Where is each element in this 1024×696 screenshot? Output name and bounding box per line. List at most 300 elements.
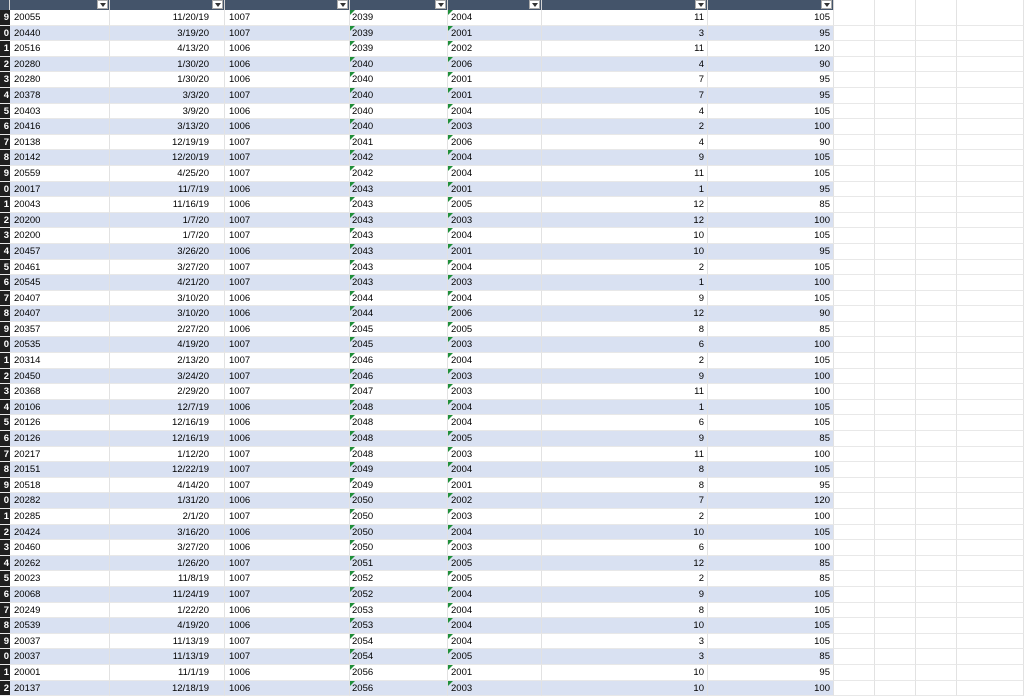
empty-cell[interactable] [875,337,916,353]
cell-sales-order-id[interactable]: 20106 [10,400,110,416]
cell-sales-employee-id[interactable]: 1006 [225,681,350,696]
empty-cell[interactable] [916,135,957,151]
cell-sales-order-date[interactable]: 1/22/20 [177,604,209,616]
empty-cell[interactable] [957,119,1024,135]
empty-cell[interactable] [916,337,957,353]
empty-cell[interactable] [875,26,916,42]
row-number[interactable]: 4 [0,88,10,104]
cell-sales-order-date[interactable]: 11/13/19 [172,651,209,663]
cell-quantity-sold[interactable]: 10 [542,228,708,244]
empty-cell[interactable] [834,197,875,213]
cell-sales-order-date[interactable]: 3/9/20 [182,105,209,117]
empty-cell[interactable] [834,634,875,650]
empty-cell[interactable] [834,166,875,182]
cell-quantity-sold[interactable]: 10 [542,244,708,260]
cell-sales-employee-id[interactable]: 1007 [225,26,350,42]
cell-sales-employee-id[interactable]: 1006 [225,119,350,135]
cell-customer-id[interactable]: 2043 [350,213,448,229]
cell-customer-id[interactable]: 2042 [350,150,448,166]
empty-cell[interactable] [834,447,875,463]
cell-sales-employee-id[interactable]: 1007 [225,135,350,151]
cell-sales-employee-id[interactable]: 1007 [225,337,350,353]
cell-sales-employee-id[interactable]: 1006 [225,57,350,73]
cell-sales-order-date[interactable]: 12/22/19 [172,464,209,476]
cell-sale-price[interactable]: 100 [708,369,834,385]
cell-sales-order-id[interactable]: 20043 [10,197,110,213]
cell-sales-order-date[interactable]: 3/10/20 [177,308,209,320]
cell-quantity-sold[interactable]: 2 [542,119,708,135]
empty-cell[interactable] [957,353,1024,369]
cell-customer-id[interactable]: 2041 [350,135,448,151]
empty-cell[interactable] [957,384,1024,400]
row-number[interactable]: 1 [0,509,10,525]
cell-product-code[interactable]: 2004 [448,260,542,276]
cell-product-code[interactable]: 2001 [448,26,542,42]
empty-cell[interactable] [875,166,916,182]
empty-cell[interactable] [875,665,916,681]
cell-customer-id[interactable]: 2048 [350,447,448,463]
empty-cell[interactable] [875,150,916,166]
cell-sale-price[interactable]: 90 [708,135,834,151]
cell-sale-price[interactable]: 100 [708,447,834,463]
cell-sales-order-date[interactable]: 2/13/20 [177,355,209,367]
cell-sales-employee-id[interactable]: 1007 [225,649,350,665]
cell-quantity-sold[interactable]: 2 [542,571,708,587]
cell-customer-id[interactable]: 2046 [350,353,448,369]
cell-sales-employee-id[interactable]: 1006 [225,525,350,541]
cell-customer-id[interactable]: 2048 [350,431,448,447]
cell-quantity-sold[interactable]: 11 [542,10,708,26]
empty-cell[interactable] [875,41,916,57]
cell-customer-id[interactable]: 2043 [350,244,448,260]
row-number[interactable]: 2 [0,369,10,385]
cell-sales-order-date[interactable]: 3/16/20 [177,526,209,538]
cell-sale-price[interactable]: 95 [708,88,834,104]
empty-cell[interactable] [875,649,916,665]
cell-sale-price[interactable]: 100 [708,275,834,291]
cell-sales-order-date[interactable]: 1/12/20 [177,448,209,460]
cell-customer-id[interactable]: 2050 [350,509,448,525]
cell-quantity-sold[interactable]: 12 [542,306,708,322]
cell-product-code[interactable]: 2003 [448,681,542,696]
cell-quantity-sold[interactable]: 9 [542,291,708,307]
empty-cell[interactable] [916,415,957,431]
empty-cell[interactable] [875,228,916,244]
column-header-sales-order-quantity-sold[interactable] [542,0,708,10]
cell-sales-order-id[interactable]: 20138 [10,135,110,151]
empty-cell[interactable] [957,275,1024,291]
cell-sale-price[interactable]: 100 [708,119,834,135]
empty-cell[interactable] [875,306,916,322]
cell-quantity-sold[interactable]: 10 [542,618,708,634]
cell-customer-id[interactable]: 2042 [350,166,448,182]
empty-cell[interactable] [916,353,957,369]
empty-cell[interactable] [957,618,1024,634]
cell-quantity-sold[interactable]: 6 [542,337,708,353]
empty-cell[interactable] [916,525,957,541]
empty-cell[interactable] [957,337,1024,353]
row-number[interactable]: 3 [0,540,10,556]
cell-customer-id[interactable]: 2044 [350,306,448,322]
empty-cell[interactable] [834,306,875,322]
cell-sales-order-date[interactable]: 3/10/20 [177,292,209,304]
row-number[interactable]: 9 [0,322,10,338]
cell-quantity-sold[interactable]: 7 [542,88,708,104]
empty-cell[interactable] [916,41,957,57]
empty-cell[interactable] [957,228,1024,244]
empty-cell[interactable] [957,26,1024,42]
empty-cell[interactable] [875,462,916,478]
cell-quantity-sold[interactable]: 9 [542,431,708,447]
empty-cell[interactable] [957,649,1024,665]
empty-cell[interactable] [834,57,875,73]
row-number[interactable]: 7 [0,447,10,463]
cell-sales-order-id[interactable]: 20126 [10,431,110,447]
empty-cell[interactable] [834,41,875,57]
cell-sales-order-date[interactable]: 3/26/20 [177,245,209,257]
cell-sale-price[interactable]: 95 [708,26,834,42]
cell-customer-id[interactable]: 2040 [350,104,448,120]
cell-sales-employee-id[interactable]: 1006 [225,291,350,307]
cell-sales-employee-id[interactable]: 1006 [225,493,350,509]
cell-quantity-sold[interactable]: 9 [542,587,708,603]
row-number[interactable]: 7 [0,603,10,619]
empty-cell[interactable] [957,587,1024,603]
cell-quantity-sold[interactable]: 9 [542,369,708,385]
cell-product-code[interactable]: 2003 [448,119,542,135]
cell-quantity-sold[interactable]: 12 [542,197,708,213]
row-number[interactable]: 9 [0,634,10,650]
cell-sales-employee-id[interactable]: 1007 [225,556,350,572]
cell-product-code[interactable]: 2004 [448,587,542,603]
empty-cell[interactable] [916,119,957,135]
cell-product-code[interactable]: 2005 [448,556,542,572]
empty-cell[interactable] [957,150,1024,166]
cell-sales-order-date[interactable]: 11/13/19 [172,635,209,647]
row-number[interactable]: 8 [0,618,10,634]
cell-sales-order-date[interactable]: 2/1/20 [182,511,209,522]
row-number[interactable]: 5 [0,415,10,431]
cell-quantity-sold[interactable]: 8 [542,478,708,494]
row-number[interactable]: 4 [0,556,10,572]
cell-sales-order-id[interactable]: 20450 [10,369,110,385]
cell-customer-id[interactable]: 2056 [350,681,448,696]
cell-sale-price[interactable]: 120 [708,493,834,509]
empty-cell[interactable] [957,104,1024,120]
cell-quantity-sold[interactable]: 8 [542,603,708,619]
cell-sale-price[interactable]: 85 [708,649,834,665]
empty-cell[interactable] [916,603,957,619]
empty-cell[interactable] [875,509,916,525]
cell-sales-order-date[interactable]: 1/26/20 [177,557,209,569]
cell-quantity-sold[interactable]: 10 [542,525,708,541]
empty-cell[interactable] [916,587,957,603]
filter-dropdown-icon[interactable] [821,0,832,9]
empty-cell[interactable] [834,26,875,42]
empty-cell[interactable] [916,540,957,556]
empty-cell[interactable] [834,10,875,26]
empty-cell[interactable] [875,57,916,73]
filter-dropdown-icon[interactable] [97,0,108,9]
empty-cell[interactable] [916,260,957,276]
column-header-sales-order-date[interactable] [110,0,225,10]
row-number[interactable]: 0 [0,26,10,42]
cell-customer-id[interactable]: 2048 [350,400,448,416]
cell-sales-order-date[interactable]: 12/7/19 [177,401,209,413]
cell-sale-price[interactable]: 90 [708,57,834,73]
cell-sale-price[interactable]: 105 [708,291,834,307]
empty-cell[interactable] [875,213,916,229]
empty-cell[interactable] [834,493,875,509]
cell-sales-employee-id[interactable]: 1006 [225,41,350,57]
column-header-product-sale-price[interactable] [708,0,834,10]
empty-cell[interactable] [834,540,875,556]
cell-sales-order-date[interactable]: 1/30/20 [177,58,209,70]
cell-product-code[interactable]: 2003 [448,540,542,556]
cell-product-code[interactable]: 2004 [448,415,542,431]
cell-product-code[interactable]: 2003 [448,509,542,525]
empty-cell[interactable] [875,135,916,151]
cell-sales-employee-id[interactable]: 1007 [225,166,350,182]
cell-sale-price[interactable]: 105 [708,353,834,369]
cell-sales-order-date[interactable]: 1/7/20 [182,214,209,226]
row-number[interactable]: 9 [0,10,10,26]
row-number[interactable]: 9 [0,166,10,182]
cell-sales-order-id[interactable]: 20518 [10,478,110,494]
cell-quantity-sold[interactable]: 4 [542,104,708,120]
empty-cell[interactable] [834,337,875,353]
cell-customer-id[interactable]: 2040 [350,72,448,88]
cell-customer-id[interactable]: 2054 [350,634,448,650]
empty-cell[interactable] [957,291,1024,307]
cell-sale-price[interactable]: 100 [708,337,834,353]
column-header-product-code[interactable] [448,0,542,10]
cell-sale-price[interactable]: 120 [708,41,834,57]
cell-sales-order-id[interactable]: 20068 [10,587,110,603]
empty-cell[interactable] [916,166,957,182]
cell-quantity-sold[interactable]: 11 [542,41,708,57]
empty-cell[interactable] [875,525,916,541]
cell-customer-id[interactable]: 2044 [350,291,448,307]
empty-cell[interactable] [916,306,957,322]
empty-cell[interactable] [957,415,1024,431]
empty-cell[interactable] [834,525,875,541]
empty-cell[interactable] [957,182,1024,198]
row-number[interactable]: 7 [0,291,10,307]
cell-sales-order-id[interactable]: 20142 [10,150,110,166]
cell-sales-employee-id[interactable]: 1007 [225,150,350,166]
cell-sales-employee-id[interactable]: 1007 [225,509,350,525]
cell-sales-employee-id[interactable]: 1007 [225,587,350,603]
row-number[interactable]: 9 [0,478,10,494]
cell-product-code[interactable]: 2006 [448,57,542,73]
row-number[interactable]: 1 [0,665,10,681]
empty-cell[interactable] [957,540,1024,556]
empty-cell[interactable] [875,618,916,634]
cell-customer-id[interactable]: 2053 [350,618,448,634]
cell-sales-order-id[interactable]: 20535 [10,337,110,353]
empty-cell[interactable] [957,135,1024,151]
cell-product-code[interactable]: 2001 [448,665,542,681]
cell-sales-order-date[interactable]: 1/7/20 [182,230,209,242]
cell-sales-order-date[interactable]: 1/30/20 [177,74,209,86]
empty-cell[interactable] [916,291,957,307]
empty-cell[interactable] [957,571,1024,587]
cell-quantity-sold[interactable]: 7 [542,72,708,88]
empty-cell[interactable] [875,603,916,619]
cell-sales-order-date[interactable]: 11/16/19 [172,199,209,211]
empty-cell[interactable] [834,88,875,104]
cell-sales-order-id[interactable]: 20460 [10,540,110,556]
cell-sale-price[interactable]: 85 [708,322,834,338]
cell-sales-order-id[interactable]: 20403 [10,104,110,120]
cell-sales-employee-id[interactable]: 1006 [225,72,350,88]
cell-sales-order-id[interactable]: 20249 [10,603,110,619]
empty-cell[interactable] [916,556,957,572]
empty-cell[interactable] [957,478,1024,494]
row-number[interactable]: 2 [0,681,10,696]
empty-cell[interactable] [834,571,875,587]
cell-product-code[interactable]: 2004 [448,462,542,478]
cell-sales-order-date[interactable]: 12/16/19 [172,433,209,445]
empty-cell[interactable] [916,228,957,244]
empty-cell[interactable] [916,275,957,291]
cell-customer-id[interactable]: 2045 [350,322,448,338]
cell-product-code[interactable]: 2003 [448,447,542,463]
cell-sales-order-id[interactable]: 20200 [10,228,110,244]
cell-sales-employee-id[interactable]: 1007 [225,88,350,104]
cell-sales-order-date[interactable]: 3/24/20 [177,370,209,382]
cell-sales-order-id[interactable]: 20424 [10,525,110,541]
cell-product-code[interactable]: 2003 [448,275,542,291]
cell-sales-employee-id[interactable]: 1006 [225,540,350,556]
filter-dropdown-icon[interactable] [529,0,540,9]
empty-cell[interactable] [875,369,916,385]
empty-cell[interactable] [957,57,1024,73]
cell-sale-price[interactable]: 95 [708,182,834,198]
cell-sales-employee-id[interactable]: 1007 [225,634,350,650]
cell-quantity-sold[interactable]: 8 [542,462,708,478]
empty-cell[interactable] [916,57,957,73]
empty-cell[interactable] [957,509,1024,525]
empty-cell[interactable] [875,556,916,572]
cell-quantity-sold[interactable]: 4 [542,57,708,73]
empty-cell[interactable] [916,197,957,213]
cell-customer-id[interactable]: 2053 [350,603,448,619]
column-header-i[interactable] [875,0,916,10]
empty-cell[interactable] [834,400,875,416]
cell-sales-order-date[interactable]: 2/27/20 [177,323,209,335]
column-header-j[interactable] [916,0,957,10]
empty-cell[interactable] [875,322,916,338]
empty-cell[interactable] [834,260,875,276]
cell-product-code[interactable]: 2003 [448,384,542,400]
row-number[interactable]: 2 [0,57,10,73]
cell-sales-employee-id[interactable]: 1006 [225,197,350,213]
cell-sales-order-date[interactable]: 3/27/20 [177,261,209,273]
cell-sales-order-date[interactable]: 3/27/20 [177,542,209,554]
empty-cell[interactable] [957,447,1024,463]
cell-quantity-sold[interactable]: 11 [542,447,708,463]
cell-quantity-sold[interactable]: 2 [542,509,708,525]
cell-product-code[interactable]: 2004 [448,634,542,650]
cell-sale-price[interactable]: 105 [708,525,834,541]
empty-cell[interactable] [834,665,875,681]
empty-cell[interactable] [875,119,916,135]
empty-cell[interactable] [834,104,875,120]
cell-sales-employee-id[interactable]: 1006 [225,618,350,634]
cell-product-code[interactable]: 2004 [448,400,542,416]
cell-sales-order-date[interactable]: 11/1/19 [178,666,209,678]
cell-sale-price[interactable]: 85 [708,197,834,213]
cell-sales-employee-id[interactable]: 1006 [225,415,350,431]
cell-sales-employee-id[interactable]: 1007 [225,369,350,385]
cell-sale-price[interactable]: 100 [708,681,834,696]
cell-sales-order-date[interactable]: 4/25/20 [177,167,209,179]
empty-cell[interactable] [957,681,1024,696]
cell-sales-order-date[interactable]: 12/18/19 [172,682,209,694]
cell-sale-price[interactable]: 95 [708,244,834,260]
cell-customer-id[interactable]: 2050 [350,525,448,541]
cell-sales-order-date[interactable]: 1/31/20 [177,495,209,507]
cell-product-code[interactable]: 2005 [448,431,542,447]
cell-quantity-sold[interactable]: 12 [542,556,708,572]
cell-sales-order-date[interactable]: 4/13/20 [177,43,209,55]
empty-cell[interactable] [875,493,916,509]
row-number[interactable]: 5 [0,104,10,120]
cell-quantity-sold[interactable]: 11 [542,384,708,400]
cell-product-code[interactable]: 2005 [448,197,542,213]
empty-cell[interactable] [875,431,916,447]
cell-product-code[interactable]: 2006 [448,306,542,322]
cell-sale-price[interactable]: 105 [708,104,834,120]
cell-quantity-sold[interactable]: 3 [542,634,708,650]
cell-sale-price[interactable]: 100 [708,213,834,229]
cell-sale-price[interactable]: 105 [708,150,834,166]
empty-cell[interactable] [834,681,875,696]
cell-sales-order-id[interactable]: 20037 [10,649,110,665]
cell-sale-price[interactable]: 100 [708,509,834,525]
cell-customer-id[interactable]: 2047 [350,384,448,400]
cell-sales-employee-id[interactable]: 1007 [225,571,350,587]
empty-cell[interactable] [875,681,916,696]
empty-cell[interactable] [875,634,916,650]
cell-sales-employee-id[interactable]: 1007 [225,10,350,26]
empty-cell[interactable] [834,509,875,525]
cell-customer-id[interactable]: 2046 [350,369,448,385]
empty-cell[interactable] [916,244,957,260]
row-number[interactable]: 5 [0,571,10,587]
cell-product-code[interactable]: 2004 [448,603,542,619]
empty-cell[interactable] [957,665,1024,681]
cell-customer-id[interactable]: 2049 [350,462,448,478]
cell-sales-employee-id[interactable]: 1007 [225,478,350,494]
cell-sales-order-date[interactable]: 12/20/19 [172,152,209,164]
cell-sales-employee-id[interactable]: 1007 [225,447,350,463]
empty-cell[interactable] [875,447,916,463]
empty-cell[interactable] [834,431,875,447]
empty-cell[interactable] [916,462,957,478]
cell-quantity-sold[interactable]: 9 [542,150,708,166]
empty-cell[interactable] [957,322,1024,338]
cell-sales-order-id[interactable]: 20416 [10,119,110,135]
cell-quantity-sold[interactable]: 1 [542,400,708,416]
empty-cell[interactable] [834,135,875,151]
cell-sales-order-id[interactable]: 20357 [10,322,110,338]
empty-cell[interactable] [875,353,916,369]
empty-cell[interactable] [957,41,1024,57]
cell-quantity-sold[interactable]: 3 [542,649,708,665]
